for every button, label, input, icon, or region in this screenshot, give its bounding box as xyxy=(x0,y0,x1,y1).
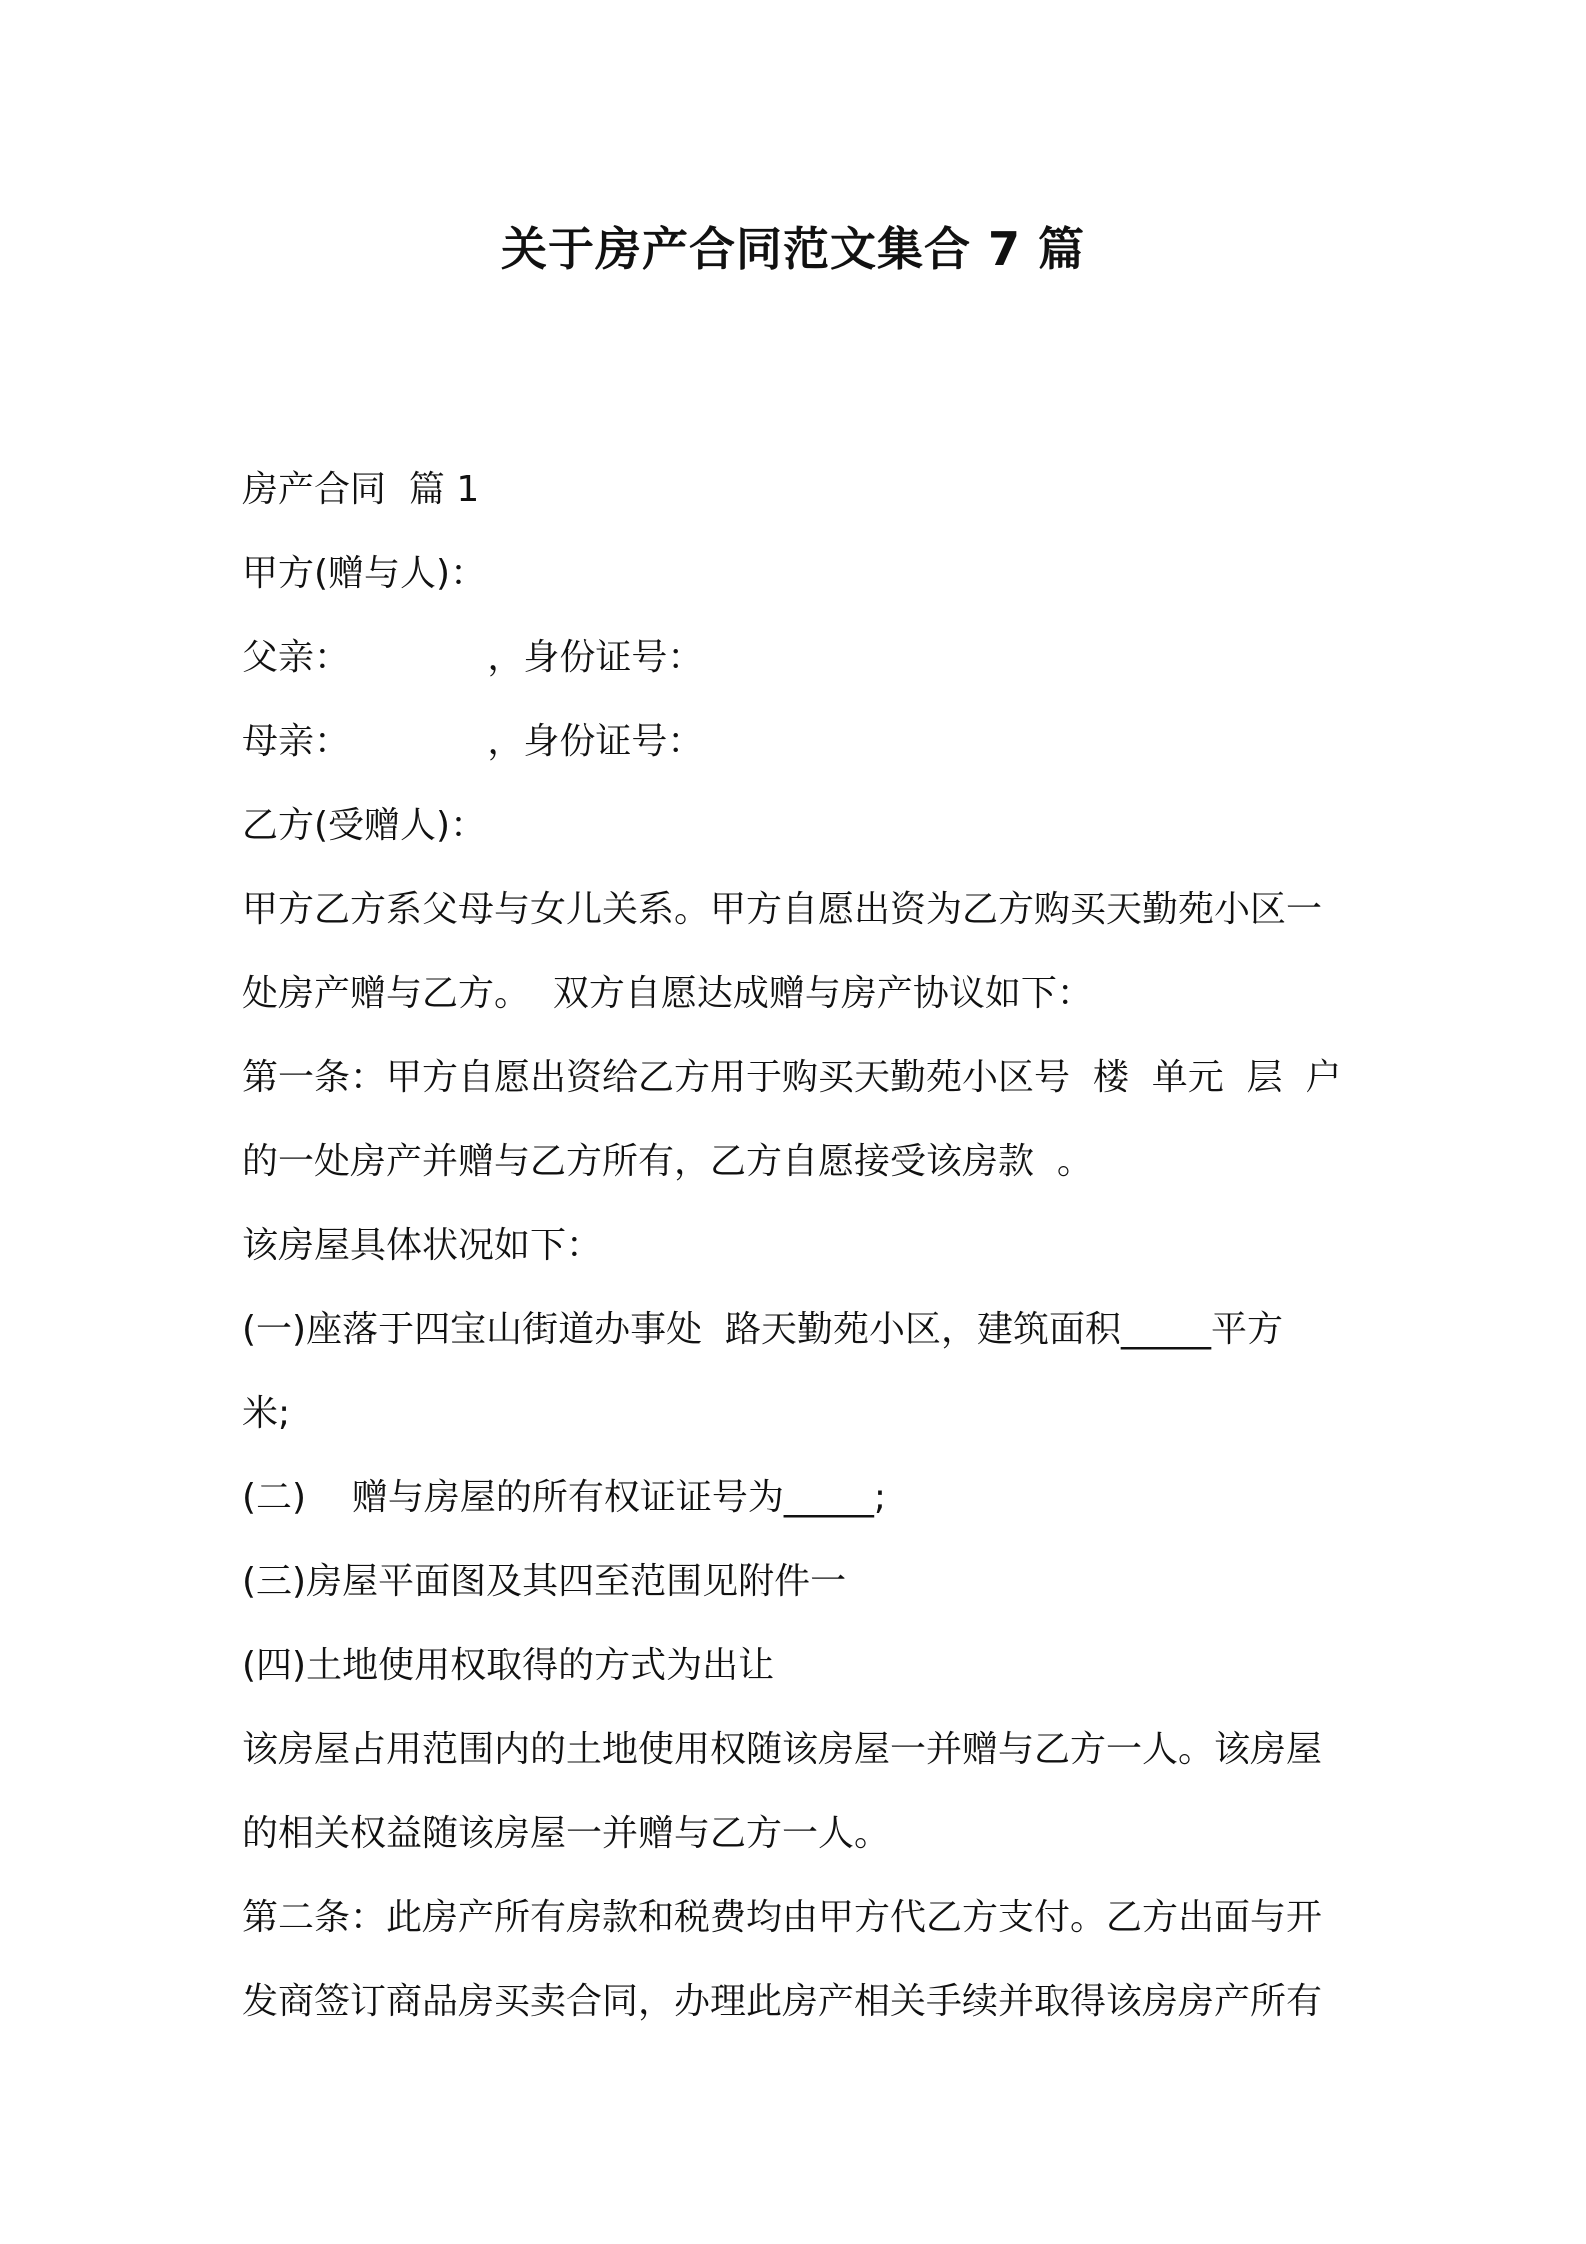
item-two-line: (二) 赠与房屋的所有权证证号为_____; xyxy=(242,1477,886,1518)
article-two-line: 第二条：此房产所有房款和税费均由甲方代乙方支付。乙方出面与开 xyxy=(242,1897,1323,1938)
paragraph-line: 该房屋占用范围内的土地使用权随该房屋一并赠与乙方一人。该房屋 xyxy=(242,1729,1323,1770)
article-one-line: 的一处房产并赠与乙方所有，乙方自愿接受该房款 。 xyxy=(242,1141,1093,1182)
item-three-line: (三)房屋平面图及其四至范围见附件一 xyxy=(242,1561,847,1602)
house-status-heading: 该房屋具体状况如下： xyxy=(242,1225,603,1266)
paragraph-line: 的相关权益随该房屋一并赠与乙方一人。 xyxy=(242,1813,891,1854)
item-one-line: 米; xyxy=(242,1393,291,1434)
party-a-label: 甲方(赠与人)： xyxy=(242,553,487,594)
item-one-line: (一)座落于四宝山街道办事处 路天勤苑小区，建筑面积_____平方 xyxy=(242,1309,1283,1350)
item-four-line: (四)土地使用权取得的方式为出让 xyxy=(242,1645,775,1686)
article-one-line: 第一条：甲方自愿出资给乙方用于购买天勤苑小区号 楼 单元 层 户 xyxy=(242,1057,1342,1098)
paragraph-line: 甲方乙方系父母与女儿关系。甲方自愿出资为乙方购买天勤苑小区一 xyxy=(242,889,1323,930)
document-title: 关于房产合同范文集合 7 篇 xyxy=(500,222,1086,276)
party-b-label: 乙方(受赠人)： xyxy=(242,805,487,846)
father-line: 父亲： ，身份证号： xyxy=(242,637,704,678)
article-two-line: 发商签订商品房买卖合同，办理此房产相关手续并取得该房房产所有 xyxy=(242,1981,1323,2022)
section-heading: 房产合同 篇 1 xyxy=(242,469,480,510)
mother-line: 母亲： ，身份证号： xyxy=(242,721,704,762)
document-body xyxy=(242,448,1358,2044)
paragraph-line: 处房产赠与乙方。 双方自愿达成赠与房产协议如下： xyxy=(242,973,1093,1014)
